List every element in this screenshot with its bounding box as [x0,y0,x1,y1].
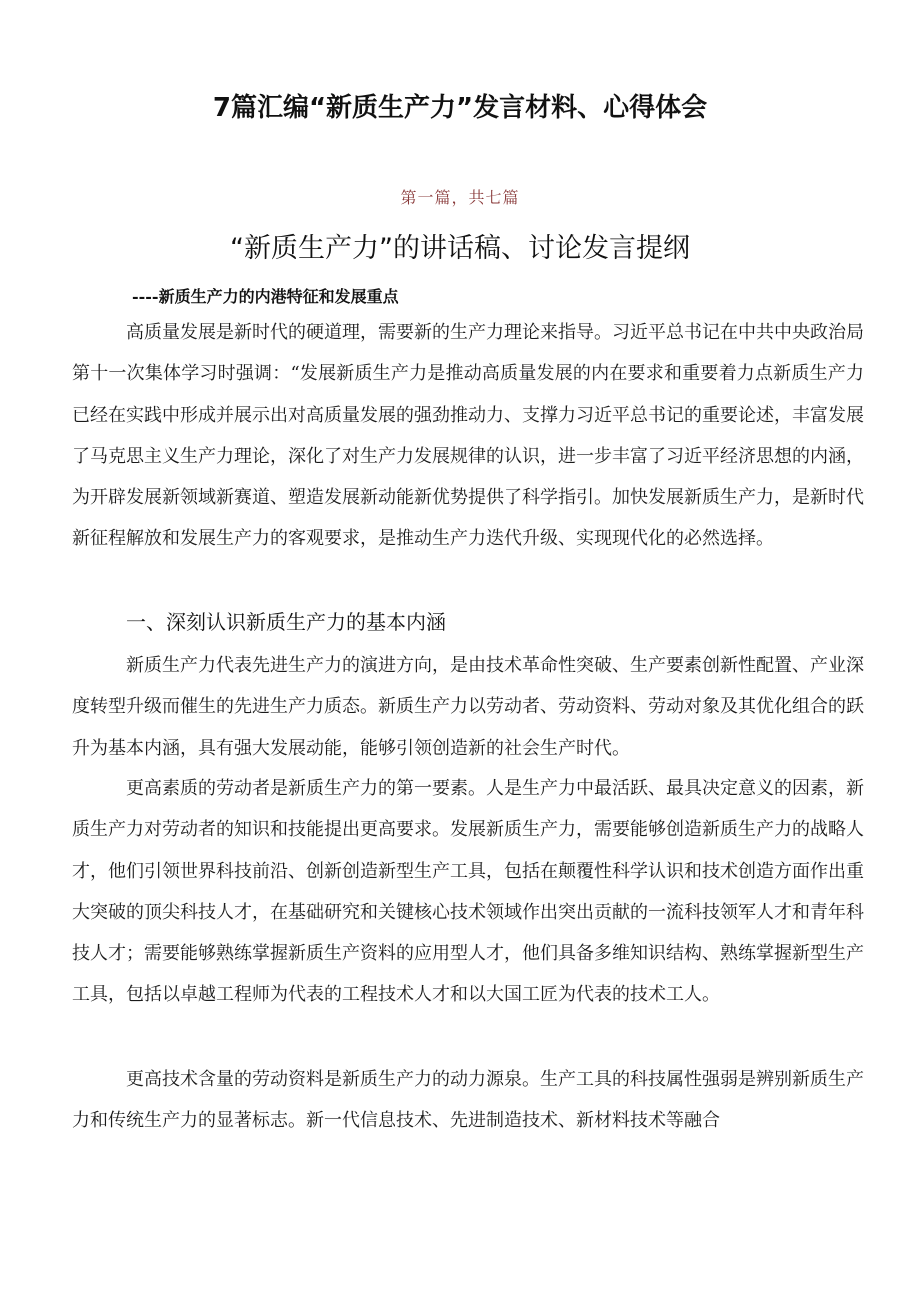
body-paragraph: 更高技术含量的劳动资料是新质生产力的动力源泉。生产工具的科技属性强弱是辨别新质生产力和传统生产力的显著标志。新一代信息技术、先进制造技术、新材料技术等融合 [72,1069,864,1132]
body-paragraph: 更高素质的劳动者是新质生产力的第一要素。人是生产力中最活跃、最具决定意义的因素，新质生产力对劳动者的知识和技能提出更高要求。发展新质生产力，需要能够创造新质生产力的战略人才，他们引领世界科技前沿、创新创造新型生产工具，包括在颠覆性科学认识和技术创造方面作出重大突破的顶尖科技人才，在基础研究和关键核心技术领域作出突出贡献的一流科技领军人才和青年科技人才；需要能够熟练掌握新质生产资料的应用型人才，他们具备多维知识结构、熟练掌握新型生产工具，包括以卓越工程师为代表的工程技术人才和以大国工匠为代表的技术工人。 [72,778,864,1006]
document-title: 7篇汇编“新质生产力”发言材料、心得体会 [212,93,708,123]
heading-basic-connotation: 一、深刻认识新质生产力的基本内涵 [126,610,446,634]
section-title: “新质生产力”的讲话稿、讨论发言提纲 [230,233,690,264]
body-paragraph: 新质生产力代表先进生产力的演进方向，是由技术革命性突破、生产要素创新性配置、产业深度转型升级而催生的先进生产力质态。新质生产力以劳动者、劳动资料、劳动对象及其优化组合的跃升为基本内涵，具有强大发展动能，能够引领创造新的社会生产时代。 [72,655,864,759]
section-subtitle: ----新质生产力的内港特征和发展重点 [132,287,399,306]
part-label: 第一篇，共七篇 [400,188,520,207]
body-paragraph: 高质量发展是新时代的硬道理，需要新的生产力理论来指导。习近平总书记在中共中央政治局第十一次集体学习时强调：“发展新质生产力是推动高质量发展的内在要求和重要着力点新质生产力已经在实践中形成并展示出对高质量发展的强劲推动力、支撑力习近平总书记的重要论述，丰富发展了马克思主义生产力理论，深化了对生产力发展规律的认识，进一步丰富了习近平经济思想的内涵，为开辟发展新领域新赛道、塑造发展新动能新优势提供了科学指引。加快发展新质生产力，是新时代新征程解放和发展生产力的客观要求，是推动生产力迭代升级、实现现代化的必然选择。 [72,322,864,550]
